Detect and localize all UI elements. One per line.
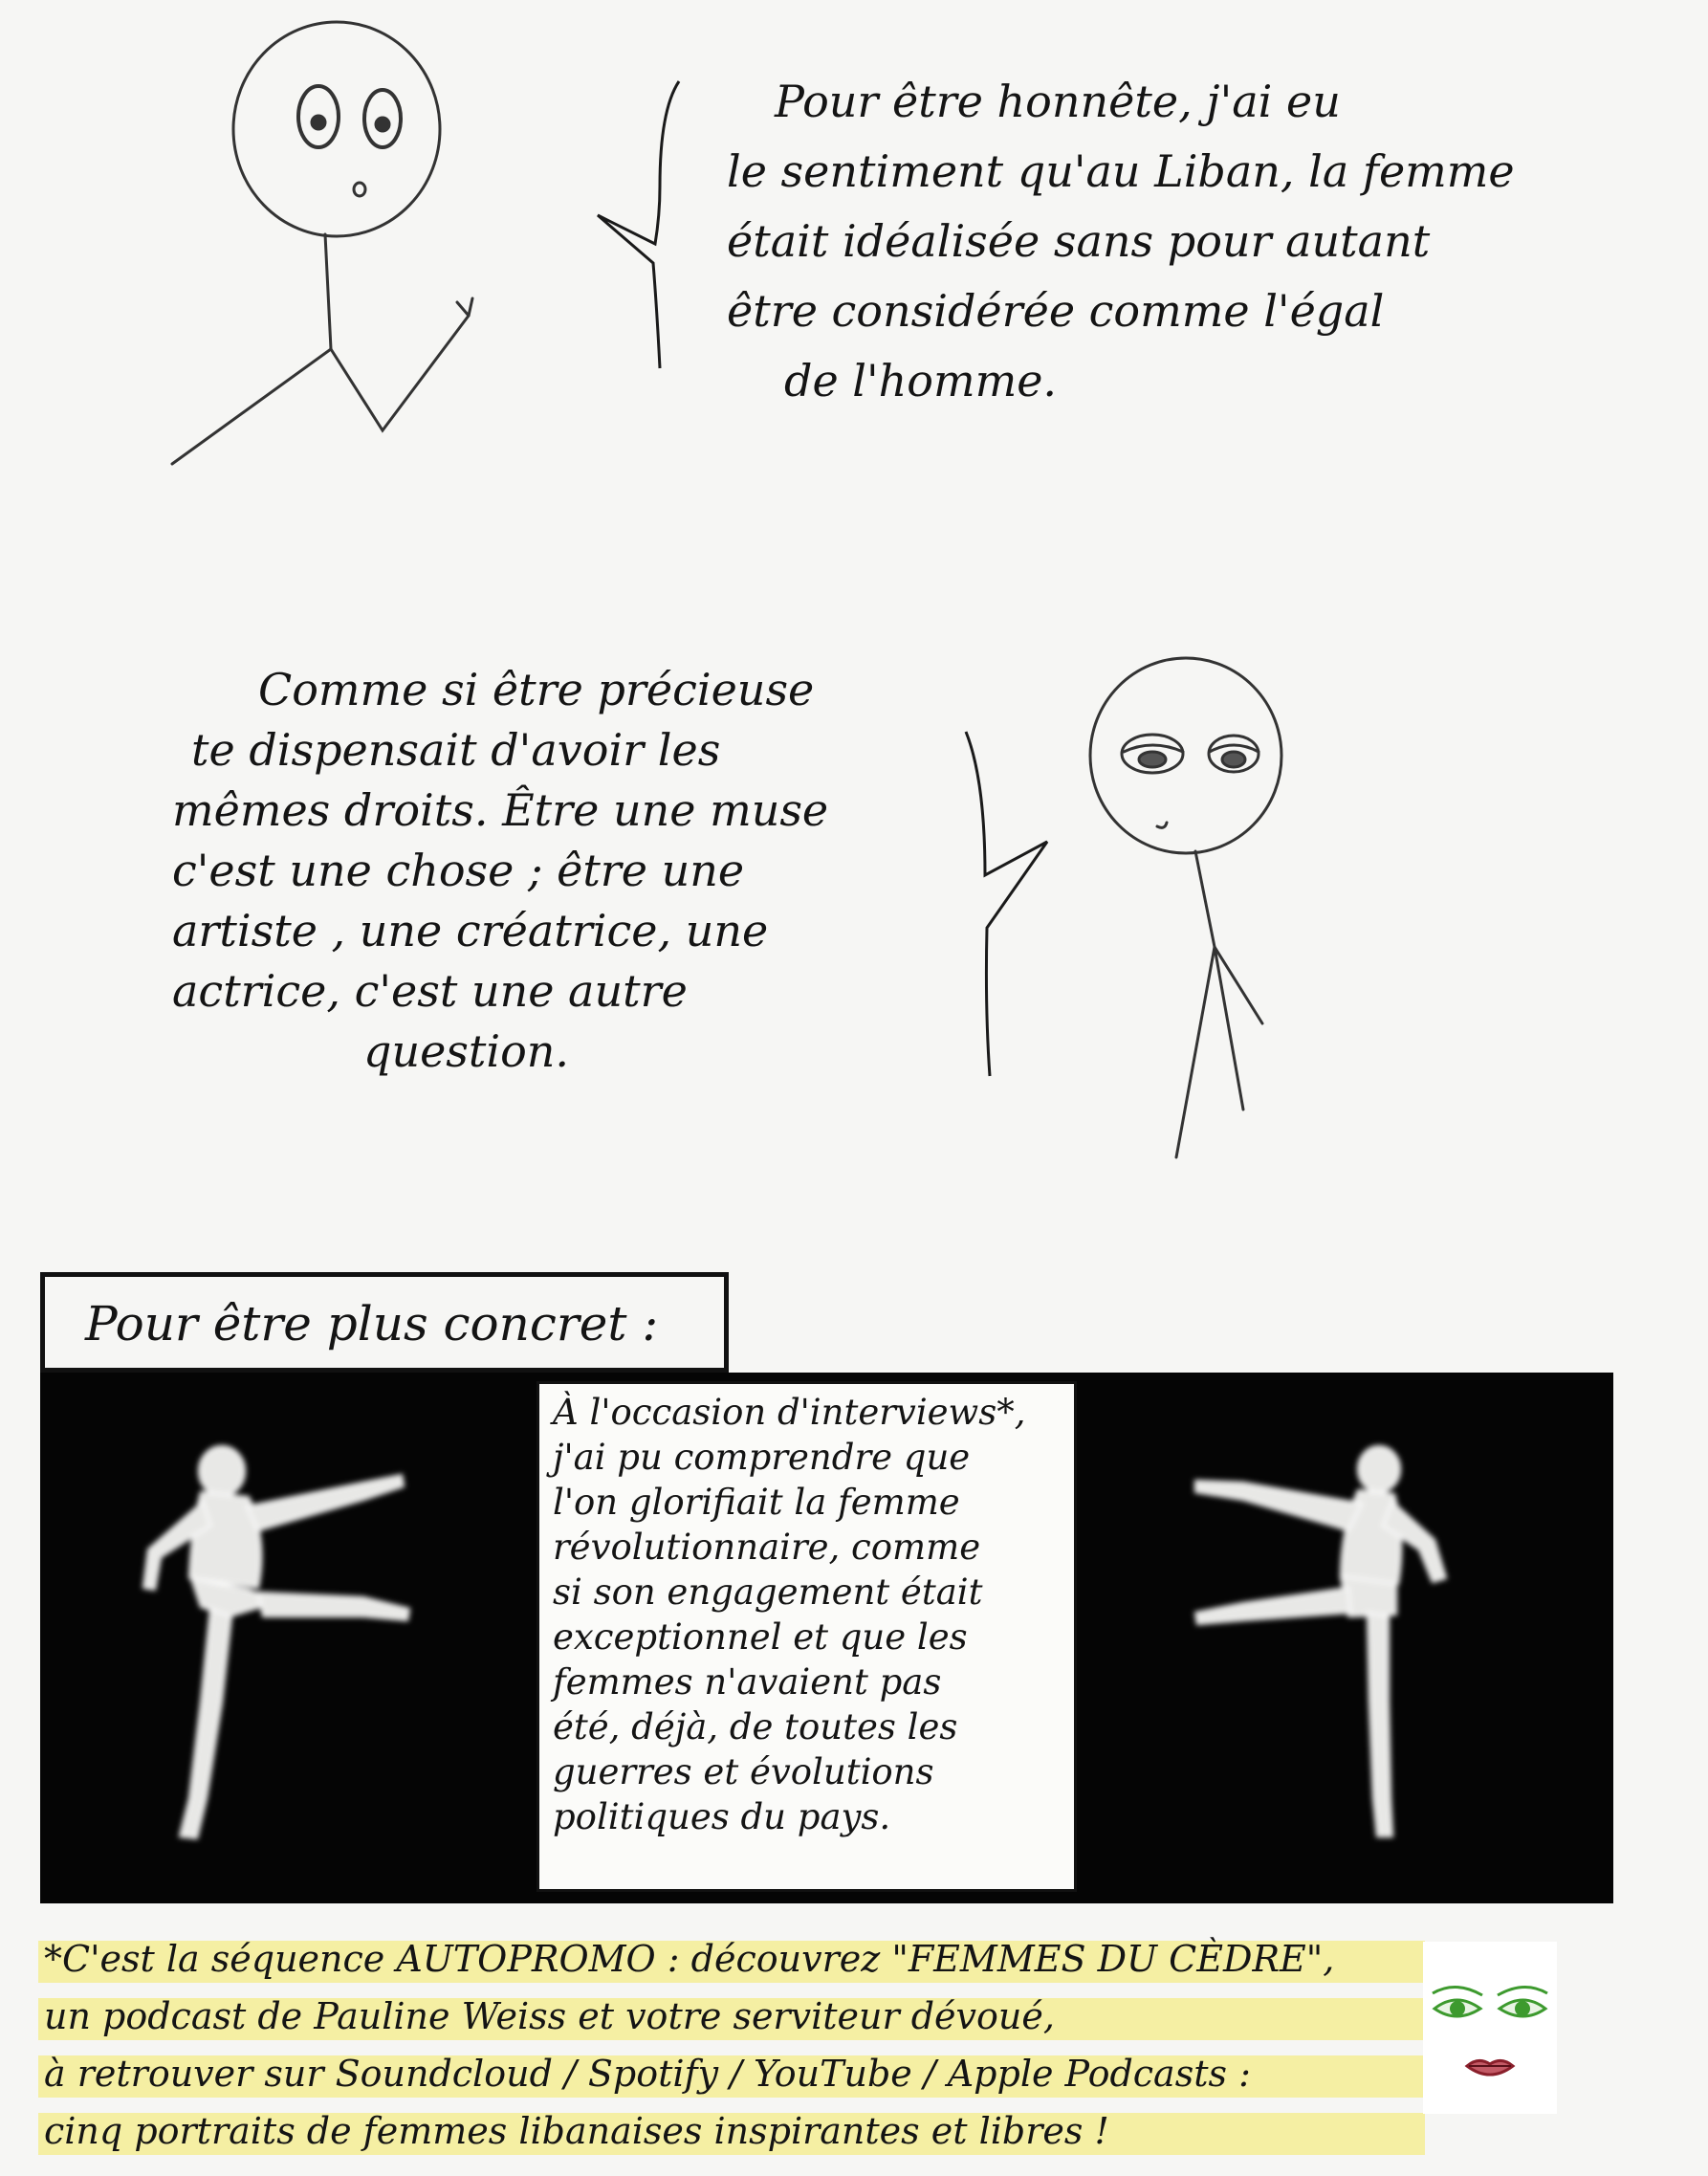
speech-text-2 bbox=[172, 660, 975, 1082]
center-line: été, déjà, de toutes les bbox=[553, 1706, 958, 1747]
speech-line: question. bbox=[363, 1025, 570, 1077]
footnote-line: *C'est la séquence AUTOPROMO : découvrez "FEMMES DU CÈDRE", bbox=[38, 1930, 1425, 1988]
speech-line: te dispensait d'avoir les bbox=[191, 724, 721, 776]
stick-figure-1 bbox=[153, 19, 497, 478]
center-line: exceptionnel et que les bbox=[553, 1616, 968, 1658]
speech-line: actrice, c'est une autre bbox=[172, 965, 688, 1017]
speech-bracket-2 bbox=[956, 722, 1062, 1086]
dancer-left-illustration bbox=[77, 1387, 526, 1884]
center-line: si son engagement était bbox=[553, 1572, 983, 1613]
speech-text-1 bbox=[727, 67, 1683, 416]
speech-line: Pour être honnête, j'ai eu bbox=[775, 76, 1341, 127]
speech-line: le sentiment qu'au Liban, la femme bbox=[727, 145, 1515, 197]
speech-line: Comme si être précieuse bbox=[258, 664, 815, 715]
footnote-line: cinq portraits de femmes libanaises inspirantes et libres ! bbox=[38, 2102, 1425, 2160]
center-text-panel bbox=[536, 1381, 1077, 1892]
center-text bbox=[553, 1390, 1069, 1839]
center-line: À l'occasion d'interviews*, bbox=[553, 1392, 1026, 1433]
center-line: j'ai pu comprendre que bbox=[553, 1437, 971, 1478]
footnote bbox=[38, 1930, 1425, 2160]
center-line: femmes n'avaient pas bbox=[553, 1661, 942, 1703]
speech-line: était idéalisée sans pour autant bbox=[727, 215, 1431, 267]
speech-line: être considérée comme l'égal bbox=[727, 285, 1385, 337]
caption-box bbox=[40, 1272, 729, 1373]
stick-figure-2 bbox=[1062, 660, 1291, 1176]
center-line: l'on glorifiait la femme bbox=[553, 1482, 960, 1523]
footnote-line: un podcast de Pauline Weiss et votre serviteur dévoué, bbox=[38, 1988, 1425, 2045]
speech-bracket-1 bbox=[588, 72, 703, 387]
podcast-logo bbox=[1423, 1942, 1557, 2114]
speech-line: artiste , une créatrice, une bbox=[172, 905, 769, 956]
footnote-line: à retrouver sur Soundcloud / Spotify / YouTube / Apple Podcasts : bbox=[38, 2045, 1425, 2102]
caption-text: Pour être plus concret : bbox=[85, 1296, 659, 1352]
center-line: politiques du pays. bbox=[553, 1796, 891, 1837]
speech-line: c'est une chose ; être une bbox=[172, 845, 745, 896]
center-line: révolutionnaire, comme bbox=[553, 1527, 981, 1568]
dancer-right-illustration bbox=[1090, 1387, 1588, 1884]
speech-line: mêmes droits. Être une muse bbox=[172, 784, 829, 836]
center-line: guerres et évolutions bbox=[553, 1751, 934, 1792]
eyes-lips-logo-icon bbox=[1423, 1942, 1557, 2114]
speech-line: de l'homme. bbox=[784, 355, 1058, 407]
